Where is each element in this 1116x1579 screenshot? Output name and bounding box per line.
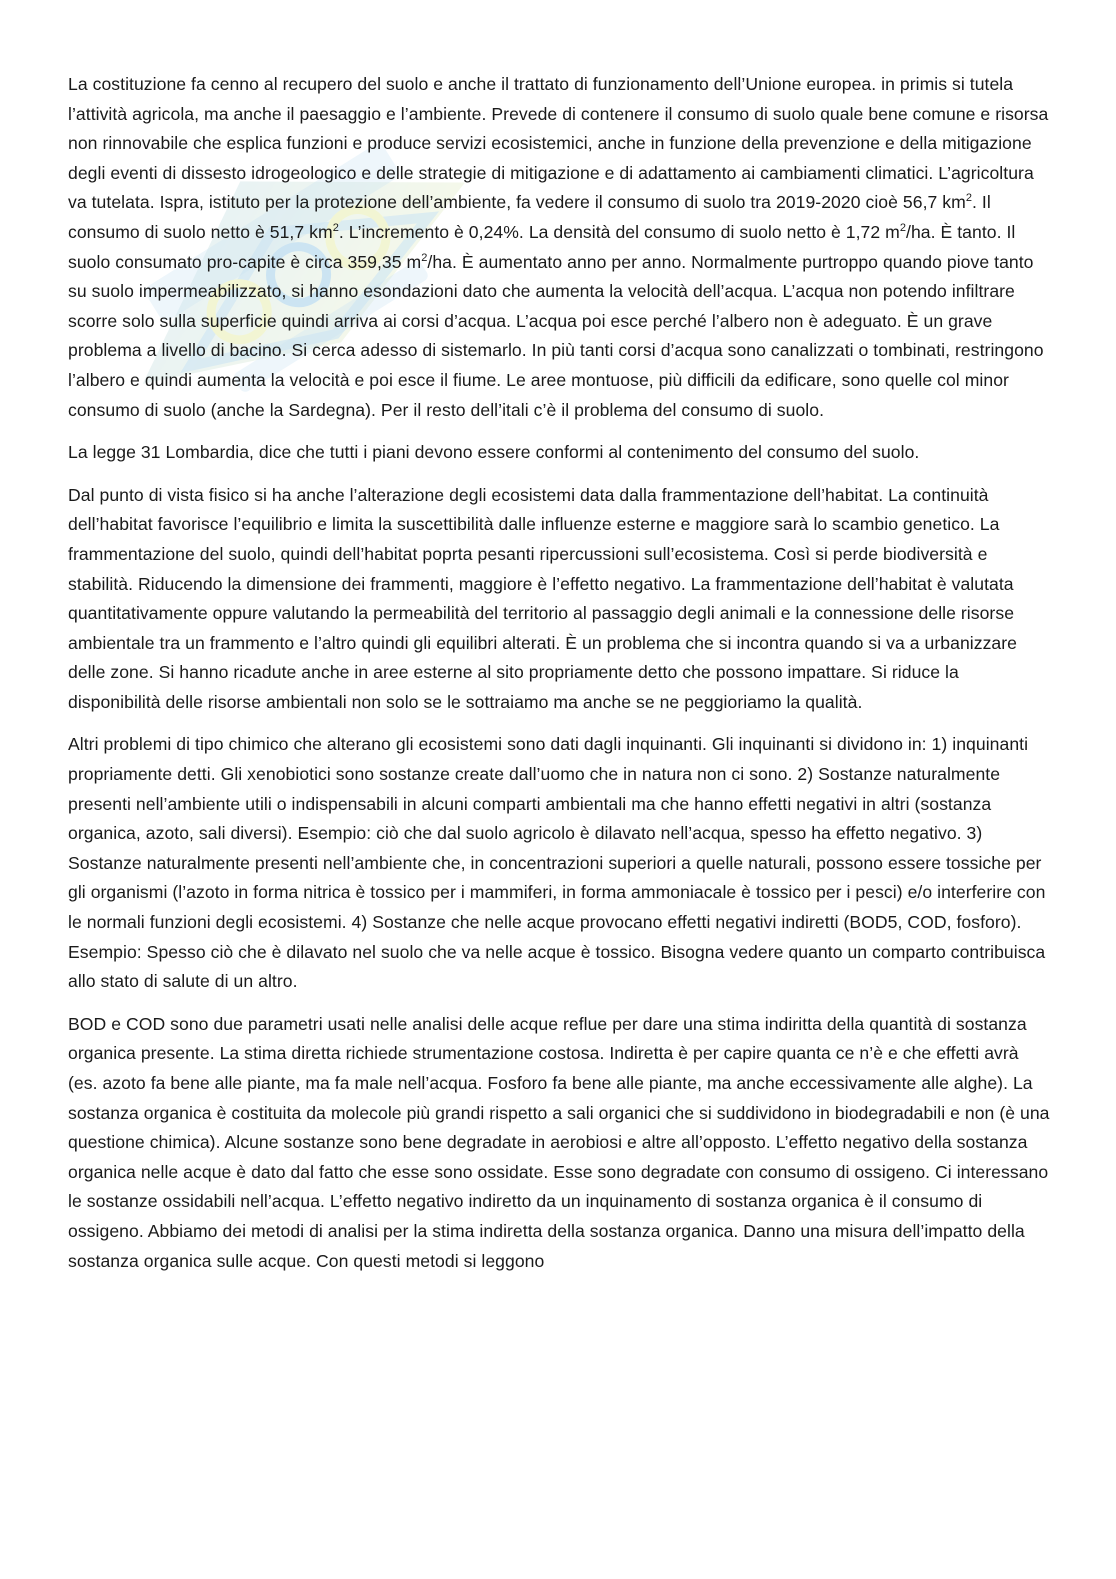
- text-run: /ha. È tanto. Il suolo consumato pro-capite è circa 359,35 m: [68, 221, 1016, 272]
- text-run: La legge 31 Lombardia, dice che tutti i piani devono essere conformi al contenimento del consumo del suolo.: [68, 442, 920, 463]
- paragraph-1: [68, 70, 1050, 425]
- superscript: 2: [899, 222, 907, 235]
- document-body: [68, 70, 1050, 1289]
- superscript: 2: [421, 251, 428, 264]
- paragraph-2: [68, 438, 1050, 468]
- paragraph-5: [68, 1010, 1050, 1276]
- text-run: La costituzione fa cenno al recupero del suolo e anche il trattato di funzionamento dell’Unione europea. in primis si tutela l’attività agricola, ma anche il paesaggio e l’ambiente. Prevede di contenere il consumo di suolo quale bene comune e risorsa non rinnovabile che esplica funzioni e produce servizi ecosistemici, anche in funzione della prevenzione e della mitigazione degli eventi di dissesto idrogeologico e delle strategie di mitigazione e di adattamento ai cambiamenti climatici. L’agricoltura va tutelata. Ispra, istituto per la protezione dell’ambiente, fa vedere il consumo di suolo tra 2019-2020 cioè 56,7 km: [68, 74, 1049, 213]
- paragraph-4: [68, 730, 1050, 996]
- text-run: BOD e COD sono due parametri usati nelle analisi delle acque reflue per dare una stima indiritta della quantità di sostanza organica presente. La stima diretta richiede strumentazione costosa. Indiretta è per capire quanta ce n’è e che effetti avrà (es. azoto fa bene alle piante, ma fa male nell’acqua. Fosforo fa bene alle piante, ma anche eccessivamente alle alghe). La sostanza organica è costituita da molecole più grandi rispetto a sali organici che si suddividono in biodegradabili e non (è una questione chimica). Alcune sostanze sono bene degradate in aerobiosi e altre all’opposto. L’effetto negativo della sostanza organica nelle acque è dato dal fatto che esse sono ossidate. Esse sono degradate con consumo di ossigeno. Ci interessano le sostanze ossidabili nell’acqua. L’effetto negativo indiretto da un inquinamento di sostanza organica è il consumo di ossigeno. Abbiamo dei metodi di analisi per la stima indiretta della sostanza organica. Danno una misura dell’impatto della sostanza organica sulle acque. Con questi metodi si leggono: [68, 1013, 1050, 1271]
- text-run: . Il consumo di suolo netto è 51,7 km: [68, 192, 991, 242]
- paragraph-3: [68, 481, 1050, 718]
- superscript: 2: [965, 192, 972, 205]
- superscript: 2: [332, 222, 339, 235]
- text-run: Dal punto di vista fisico si ha anche l’alterazione degli ecosistemi data dalla frammentazione dell’habitat. La continuità dell’habitat favorisce l’equilibrio e limita la suscettibilità dalle influenze esterne e maggiore sarà lo scambio genetico. La frammentazione del suolo, quindi dell’habitat poprta pesanti ripercussioni sull’ecosistema. Così si perde biodiversità e stabilità. Riducendo la dimensione dei frammenti, maggiore è l’effetto negativo. La frammentazione dell’habitat è valutata quantitativamente oppure valutando la permeabilità del territorio al passaggio degli animali e la connessione delle risorse ambientale tra un frammento e l’altro quindi gli equilibri alterati. È un problema che si incontra quando si va a urbanizzare delle zone. Si hanno ricadute anche in aree esterne al sito propriamente detto che possono impattare. Si riduce la disponibilità delle risorse ambientali non solo se le sottraiamo ma anche se ne peggioriamo la qualità.: [68, 484, 1018, 712]
- text-run: . L’incremento è 0,24%. La densità del consumo di suolo netto è 1,72 m: [338, 221, 900, 242]
- text-run: Altri problemi di tipo chimico che alterano gli ecosistemi sono dati dagli inquinanti. Gli inquinanti si dividono in: 1) inquinanti propriamente detti. Gli xenobiotici sono sostanze create dall’uomo che in natura non ci sono. 2) Sostanze naturalmente presenti nell’ambiente utili o indispensabili in alcuni comparti ambientali ma che hanno effetti negativi in altri (sostanza organica, azoto, sali diversi). Esempio: ciò che dal suolo agricolo è dilavato nell’acqua, spesso ha effetto negativo. 3) Sostanze naturalmente presenti nell’ambiente che, in concentrazioni superiori a quelle naturali, possono essere tossiche per gli organismi (l’azoto in forma nitrica è tossico per i mammiferi, in forma ammoniacale è tossico per i pesci) e/o interferire con le normali funzioni degli ecosistemi. 4) Sostanze che nelle acque provocano effetti negativi indiretti (BOD5, COD, fosforo). Esempio: Spesso ciò che è dilavato nel suolo che va nelle acque è tossico. Bisogna vedere quanto un comparto contribuisca allo stato di salute di un altro.: [68, 734, 1046, 992]
- text-run: /ha. È aumentato anno per anno. Normalmente purtroppo quando piove tanto su suolo impermeabilizzato, si hanno esondazioni dato che aumenta la velocità dell’acqua. L’acqua non potendo infiltrare scorre solo sulla superficie quindi arriva ai corsi d’acqua. L’acqua poi esce perché l’albero non è adeguato. È un grave problema a livello di bacino. Si cerca adesso di sistemarlo. In più tanti corsi d’acqua sono canalizzati o tombinati, restringono l’albero e quindi aumenta la velocità e poi esce il fiume. Le aree montuose, più difficili da edificare, sono quelle col minor consumo di suolo (anche la Sardegna). Per il resto dell’itali c’è il problema del consumo di suolo.: [68, 251, 1044, 420]
